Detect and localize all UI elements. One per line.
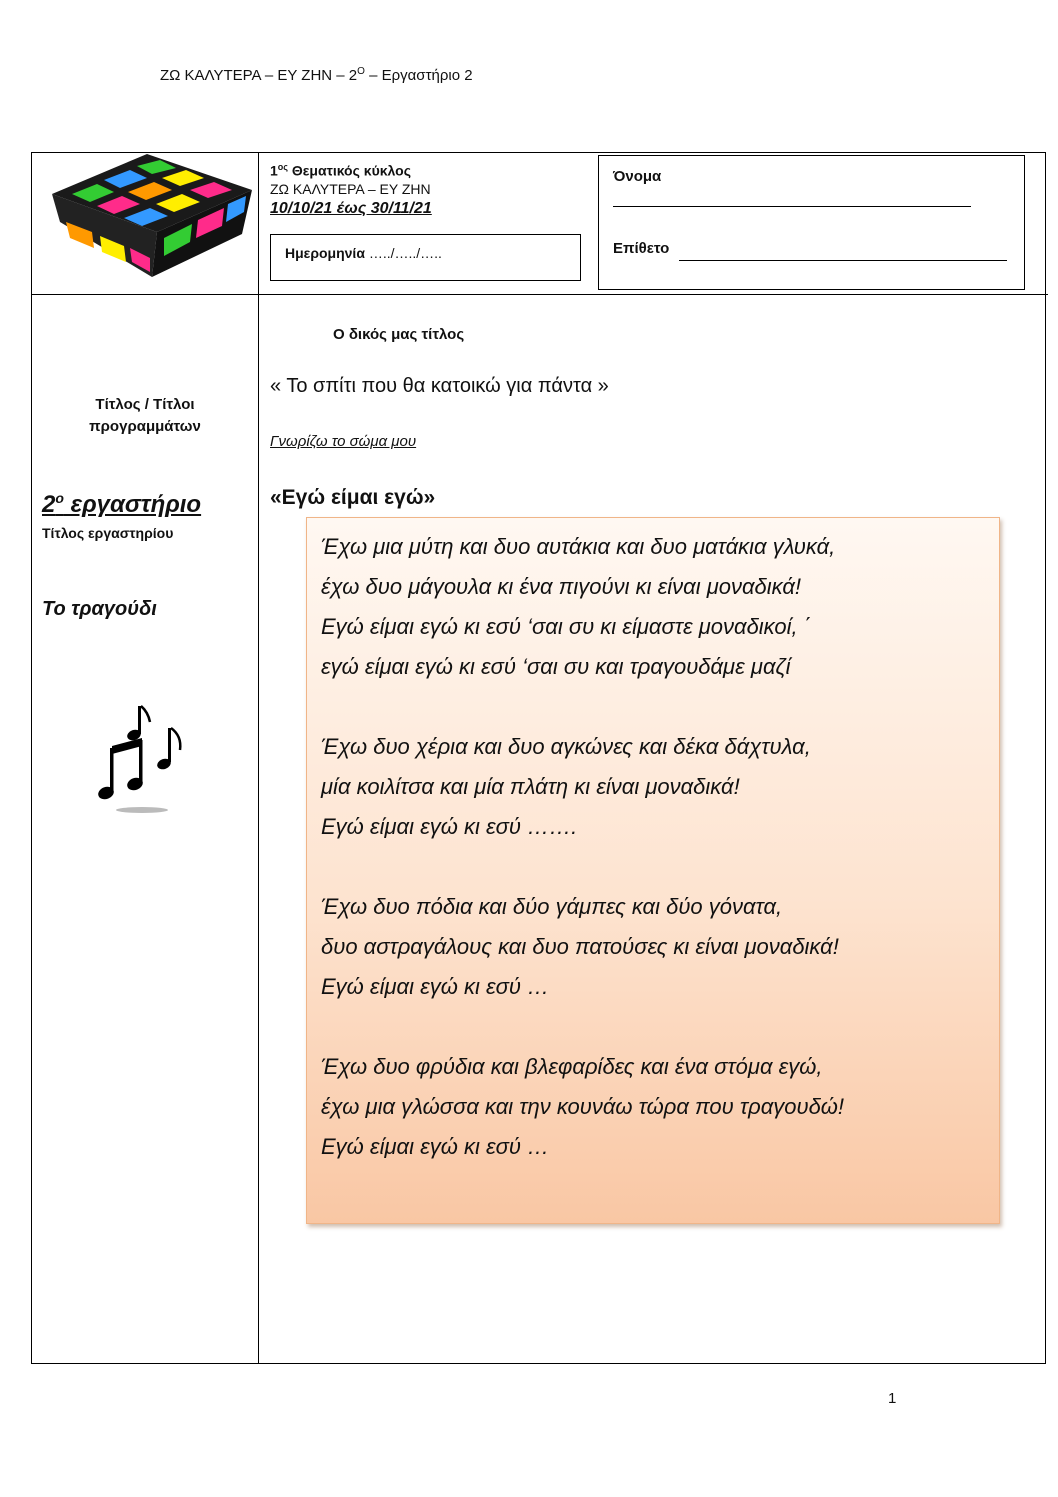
program-titles-label: Τίτλος / Τίτλοι προγραμμάτων bbox=[89, 396, 201, 435]
lyrics-box bbox=[306, 517, 1000, 1224]
lyrics-line: Έχω μια μύτη και δυο αυτάκια και δυο ματάκια γλυκά, bbox=[321, 534, 836, 559]
column-divider bbox=[258, 152, 259, 1364]
lyrics-line: Εγώ είμαι εγώ κι εσύ ‘σαι συ κι είμαστε μοναδικοί, ΄ bbox=[321, 614, 812, 639]
lyrics-line: εγώ είμαι εγώ κι εσύ ‘σαι συ και τραγουδάμε μαζί bbox=[321, 654, 791, 679]
workshop-title-label: Τίτλος εργαστηρίου bbox=[42, 525, 174, 541]
our-title-label: Ο δικός μας τίτλος bbox=[333, 326, 465, 343]
name-label: Όνομα bbox=[613, 168, 662, 185]
lyrics-line: Εγώ είμαι εγώ κι εσύ ……. bbox=[321, 814, 578, 839]
page-number: 1 bbox=[888, 1390, 897, 1407]
lyrics-line: μία κοιλίτσα και μία πλάτη κι είναι μοναδικά! bbox=[321, 774, 740, 799]
lyrics-line: Έχω δυο πόδια και δύο γάμπες και δύο γόνατα, bbox=[321, 894, 783, 919]
music-notes-icon bbox=[92, 698, 192, 818]
lyrics-line: Έχω δυο χέρια και δυο αγκώνες και δέκα δάχτυλα, bbox=[321, 734, 811, 759]
lyrics-line: έχω μια γλώσσα και την κουνάω τώρα που τραγουδώ! bbox=[321, 1094, 845, 1119]
name-field[interactable] bbox=[613, 206, 971, 207]
date-field[interactable] bbox=[270, 234, 581, 281]
lyrics-line: Έχω δυο φρύδια και βλεφαρίδες και ένα στόμα εγώ, bbox=[321, 1054, 823, 1079]
rubik-cube-icon bbox=[52, 152, 254, 277]
surname-label: Επίθετο bbox=[613, 240, 670, 257]
date-value: …../…../….. bbox=[364, 245, 442, 261]
lyrics-line: Εγώ είμαι εγώ κι εσύ … bbox=[321, 974, 550, 999]
date-label: Ημερομηνία bbox=[285, 245, 365, 261]
our-title: « Το σπίτι που θα κατοικώ για πάντα » bbox=[270, 375, 609, 397]
cycle-dates: 10/10/21 έως 30/11/21 bbox=[270, 199, 432, 217]
lyrics-line: έχω δυο μάγουλα κι ένα πιγούνι κι είναι μοναδικά! bbox=[321, 574, 802, 599]
lyrics-line: Εγώ είμαι εγώ κι εσύ … bbox=[321, 1134, 550, 1159]
lyrics-line: δυο αστραγάλους και δυο πατούσες κι είναι μοναδικά! bbox=[321, 934, 839, 959]
subtitle: Γνωρίζω το σώμα μου bbox=[270, 433, 417, 450]
song-title: «Εγώ είμαι εγώ» bbox=[270, 486, 436, 509]
header-divider bbox=[31, 294, 1048, 295]
student-info-box bbox=[598, 155, 1025, 290]
document-header: ΖΩ ΚΑΛΥΤΕΡΑ – ΕΥ ΖΗΝ – $2^O$ – Εργαστήριο 2 bbox=[160, 66, 473, 84]
cycle-name: ΖΩ ΚΑΛΥΤΕΡΑ – ΕΥ ΖΗΝ bbox=[270, 180, 431, 197]
song-label: Το τραγούδι bbox=[42, 598, 157, 620]
surname-field[interactable] bbox=[679, 260, 1007, 261]
thematic-cycle-block: $1^{o\varsigma}$ Θεματικός κύκλος ΖΩ ΚΑΛΥΤΕΡΑ – ΕΥ ΖΗΝ 10/10/21 έως 30/11/21 bbox=[270, 158, 432, 220]
workshop-heading: $2^o$ εργαστήριο bbox=[42, 490, 202, 518]
